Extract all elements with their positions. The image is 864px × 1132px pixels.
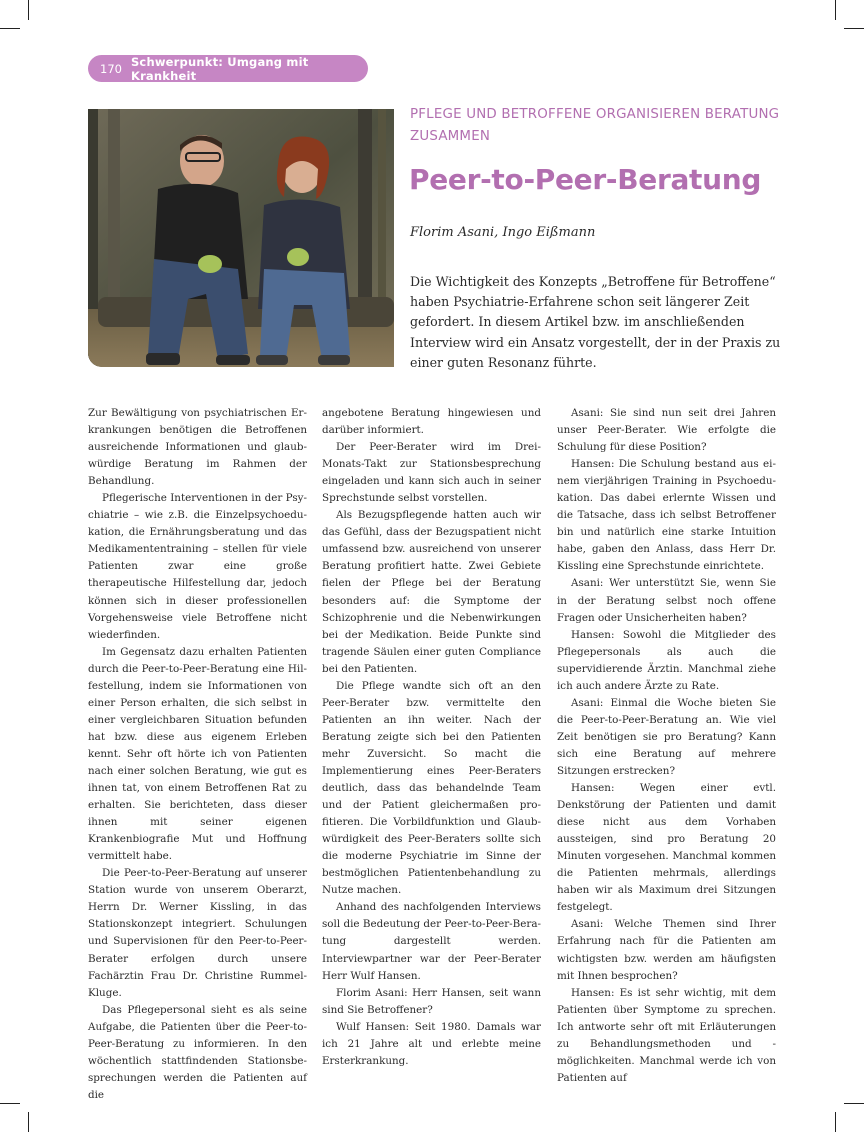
paragraph: Asani: Welche Themen sind Ihrer Erfahrung nach für die Patienten am wichtigsten bzw. werden am häufigsten mit Ihnen besprochen? (557, 918, 776, 982)
paragraph: Asani: Wer unterstützt Sie, wenn Sie in der Beratung selbst noch offene Fragen oder Unsicherheiten haben? (557, 577, 776, 624)
paragraph: Florim Asani: Herr Hansen, seit wann sind Sie Betroffener? (322, 986, 541, 1016)
crop-mark (0, 1103, 20, 1104)
text-column-1 (88, 405, 307, 1104)
crop-mark (844, 1103, 864, 1104)
crop-mark (844, 28, 864, 29)
paragraph: Im Gegensatz dazu erhalten Patienten durch die Peer-to-Peer-Beratung eine Hilfestellung, indem sie Informationen von einer Person erhalten, die sich selbst in einer vergleichbaren Situation befunden hat bzw. diese aus eigenem Erleben kennt. Sehr oft hörte ich von Patienten nach einer solchen Beratung, wie gut es ihnen tat, von einem Betroffenen Rat zu erhalten. Sie berichteten, dass dieser ihnen mit seiner eigenen Krankenbiografie Mut und Hoffnung vermittelt habe. (88, 645, 307, 863)
paragraph: Als Bezugspflegende hatten auch wir das Gefühl, dass der Bezugspatient nicht umfassend bzw. ausreichend von unserer Beratung profitiert hatte. Zwei Gebiete fielen der Pflege bei der Beratung besonders auf: die Symptome der Schizophrenie und die Nebenwirkungen bei der Medikation. Beide Punkte sind tragende Säulen einer guten Compliance bei den Patienten. (322, 509, 541, 675)
section-title: Schwerpunkt: Umgang mit Krankheit (130, 54, 309, 83)
paragraph: Die Peer-to-Peer-Beratung auf unserer Station wurde von unserem Oberarzt, Herrn Dr. Werner Kissling, in das Stationskonzept integriert. Schulungen und Supervisionen für den Peer-to-Peer-Berater erfolgen durch unsere Fachärztin Frau Dr. Christine Rummel-Kluge. (88, 867, 307, 999)
paragraph: Asani: Einmal die Woche bieten Sie die Peer-to-Peer-Beratung an. Wie viel Zeit benötigen sie pro Beratung? Kann sich eine Beratung auf mehrere Sitzungen erstrecken? (557, 696, 776, 777)
paragraph: Hansen: Wegen einer evtl. Denkstörung der Patienten und damit diese nicht aus dem Vorhaben aussteigen, sind pro Beratung 20 Minuten vorgesehen. Manchmal kommen die Patienten mehrmals, allerdings haben wir als Maximum drei Sitzungen festgelegt. (557, 782, 776, 914)
crop-mark (0, 28, 20, 29)
paragraph: Zur Bewältigung von psychiatrischen Erkrankungen benötigen die Betroffenen ausreichende Informationen und glaubwürdige Beratung im Rahmen der Behandlung. (88, 407, 307, 488)
article-kicker: PFLEGE UND BETROFFENE ORGANISIEREN BERATUNG ZUSAMMEN (410, 107, 780, 144)
text-column-2 (322, 405, 541, 1070)
crop-mark (28, 0, 29, 20)
paragraph: Pflegerische Interventionen in der Psychiatrie – wie z.B. die Einzelpsychoedukation, die Ernährungsberatung und das Medikamententraining – stellen für viele Patienten zwar eine große therapeutische Hilfestellung dar, jedoch können sich in dieser professionellen Vorgehensweise viele Betroffene nicht wiederfinden. (88, 492, 307, 641)
crop-mark (28, 1112, 29, 1132)
paragraph: Hansen: Sowohl die Mitglieder des Pflegepersonals als auch die supervidierende Ärztin. Manchmal ziehe ich auch andere Ärzte zu Rate. (557, 628, 776, 692)
article-authors: Florim Asani, Ingo Eißmann (410, 225, 596, 240)
paragraph: Die Pflege wandte sich oft an den Peer-Berater bzw. vermittelte den Patienten an ihn weiter. Nach der Beratung zeigte sich bei den Patienten mehr Zuversicht. So macht die Implementierung eines Peer-Beraters deutlich, dass das behandelnde Team und der Patient gleichermaßen profitieren. Die Vorbildfunktion und Glaubwürdigkeit des Peer-Beraters sollte sich die moderne Psychiatrie im Sinne der bestmöglichen Patientenbehandlung zu Nutze machen. (322, 679, 541, 897)
article-lead: Die Wichtigkeit des Konzepts „Betroffene für Betroffene“ haben Psychiatrie-Erfahrene schon seit längerer Zeit gefordert. In diesem Artikel bzw. im anschließenden Interview wird ein Ansatz vorgestellt, der in der Praxis zu einer guten Resonanz führte. (410, 274, 781, 370)
paragraph: Hansen: Die Schulung bestand aus einem vierjährigen Training in Psychoedukation. Das dabei erlernte Wissen und die Tatsache, dass ich selbst Betroffener bin und natürlich eine starke Intuition habe, gaben den Anlass, dass Herr Dr. Kissling eine Sprechstunde einrichtete. (557, 458, 776, 573)
paragraph: Wulf Hansen: Seit 1980. Damals war ich 21 Jahre alt und erlebte meine Ersterkrankung. (322, 1020, 541, 1067)
paragraph: Der Peer-Berater wird im Drei-Monats-Takt zur Stationsbesprechung eingeladen und kann sich auch in seiner Sprechstunde selbst vorstellen. (322, 441, 541, 505)
running-header (88, 55, 368, 82)
crop-mark (835, 1112, 836, 1132)
text-column-3 (557, 405, 776, 1087)
paragraph: Das Pflegepersonal sieht es als seine Aufgabe, die Patienten über die Peer-to-Peer-Beratung zu informieren. In den wöchentlich stattfindenden Stationsbesprechungen werden die Patienten auf die (88, 1003, 307, 1101)
paragraph: Asani: Sie sind nun seit drei Jahren unser Peer-Berater. Wie erfolgte die Schulung für diese Position? (557, 407, 776, 454)
paragraph: angebotene Beratung hingewiesen und darüber informiert. (322, 407, 541, 437)
article-title: Peer-to-Peer-Beratung (409, 163, 762, 196)
article-photo (88, 109, 394, 367)
crop-mark (835, 0, 836, 20)
paragraph: Hansen: Es ist sehr wichtig, mit dem Patienten über Symptome zu sprechen. Ich antworte sehr oft mit Erläuterungen zu Behandlungsmethoden und -möglichkeiten. Manchmal werde ich von Patienten auf (557, 986, 776, 1084)
page-number: 170 (100, 61, 122, 76)
paragraph: Anhand des nachfolgenden Interviews soll die Bedeutung der Peer-to-Peer-Beratung dargestellt werden. Interviewpartner war der Peer-Berater Herr Wulf Hansen. (322, 901, 541, 982)
